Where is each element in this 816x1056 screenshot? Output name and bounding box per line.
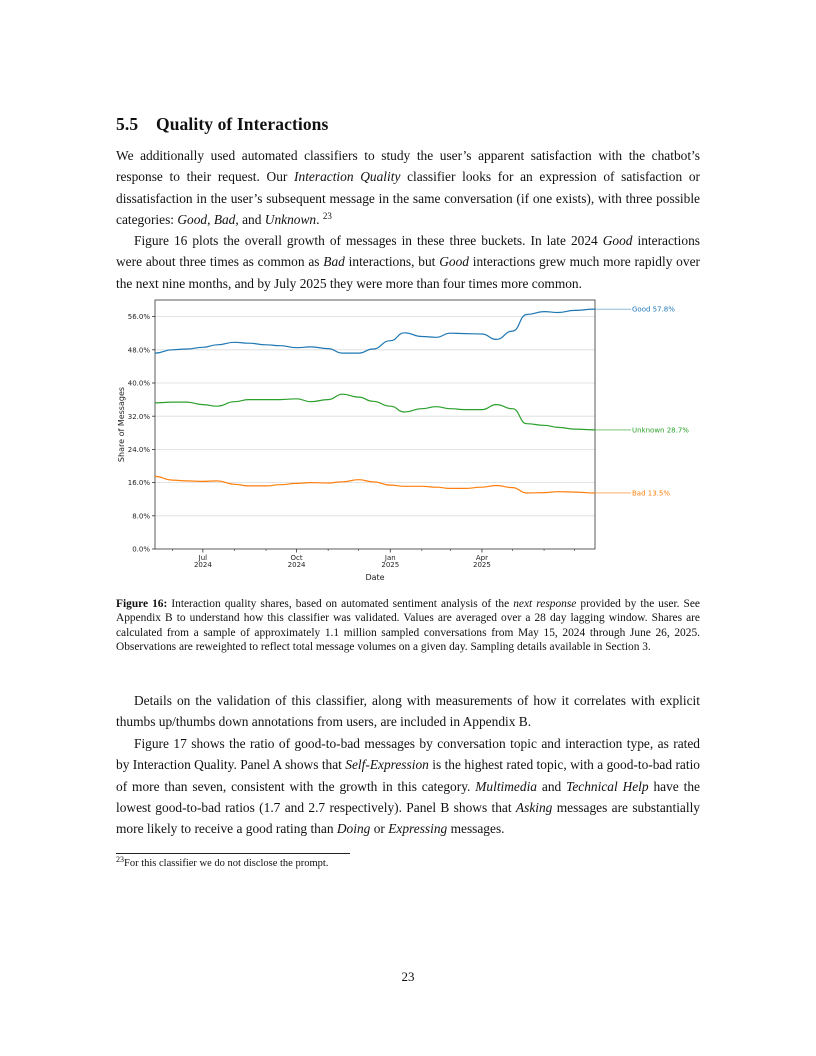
series-line-unknown (155, 394, 595, 430)
y-tick-label: 48.0% (127, 346, 150, 355)
end-label-unknown: Unknown 28.7% (632, 426, 689, 435)
category-bad: Bad (213, 211, 236, 227)
text-span: and (537, 778, 567, 794)
x-tick-label-year: 2024 (287, 561, 306, 569)
type-expressing: Expressing (388, 821, 448, 837)
category-bad: Bad (323, 254, 345, 270)
line-chart (110, 290, 710, 590)
text-span: have the lowest good-to-bad ratios (1.7 and 2.7 respectively). Panel B shows that (116, 778, 700, 815)
figure-16 (110, 290, 710, 590)
text-span: . (316, 211, 320, 227)
text-span: classifier looks for an expression of satisfaction or dissatisfaction in the user’s subsequent message in the same conversation (if one exists), with three possible categories: (116, 169, 701, 227)
text-span: messages. (447, 821, 505, 837)
text-span: , (207, 211, 214, 227)
footnote-rule (116, 853, 350, 854)
text-span: is the highest rated topic, with a good-to-bad ratio of more than seven, consistent with the growth in this category. (116, 757, 700, 794)
type-asking: Asking (515, 799, 553, 815)
text-span: or (370, 821, 389, 837)
footnote-23 (116, 857, 700, 871)
category-unknown: Unknown (264, 211, 317, 227)
end-label-good: Good 57.8% (632, 305, 675, 314)
x-tick-label-year: 2025 (381, 561, 400, 569)
footnote-text: For this classifier we do not disclose the prompt. (124, 858, 329, 869)
paragraph-2 (116, 230, 700, 294)
x-axis-label: Date (365, 573, 385, 582)
y-tick-label: 16.0% (127, 479, 150, 488)
series-line-good (155, 309, 595, 353)
text-span: Figure 17 shows the ratio of good-to-bad messages by conversation topic and interaction type, as rated by Interaction Quality. Panel A shows that (116, 736, 700, 773)
topic-multimedia: Multimedia (475, 778, 537, 794)
text-span: provided by the user. See Appendix B to understand how this classifier was validated. Values are averaged over a 28 day lagging window. Shares are calculated from a sample of approximately 1.1 million sampled conversations from May 15, 2024 through June 26, 2025. Observations are reweighted to reflect total message volumes on a given day. Sampling details available in Section 3. (116, 598, 700, 653)
y-tick-label: 32.0% (127, 412, 150, 421)
x-tick-label-month: Jan (384, 554, 396, 562)
x-tick-label-month: Oct (290, 554, 303, 562)
y-tick-label: 56.0% (127, 313, 150, 322)
gridlines (155, 317, 595, 516)
paragraph-4 (116, 733, 700, 839)
y-axis (128, 313, 155, 553)
y-tick-label: 40.0% (127, 379, 150, 388)
text-span: interactions were about three times as common as (116, 233, 700, 270)
y-tick-label: 0.0% (132, 545, 150, 554)
paragraph-3: Details on the validation of this classifier, along with measurements of how it correlates with explicit thumbs up/thumbs down annotations from users, are included in Appendix B. (116, 693, 700, 730)
x-tick-label-year: 2024 (193, 561, 212, 569)
section-heading (116, 114, 716, 135)
text-span: , and (235, 211, 265, 227)
type-doing: Doing (336, 821, 371, 837)
figure-label: Figure 16: (116, 598, 168, 610)
series-line-bad (155, 476, 595, 493)
x-axis (172, 549, 574, 569)
text-span: interactions, but (344, 254, 440, 270)
text-span: Figure 16 plots the overall growth of messages in these three buckets. In late 2024 (134, 233, 603, 248)
plot-frame (155, 300, 595, 549)
footnote-number: 23 (116, 855, 124, 864)
text-span: We additionally used automated classifiers to study the user’s apparent satisfaction with the chatbot’s response to their request. Our (116, 148, 700, 185)
text-span: messages are substantially more likely to receive a good rating than (116, 799, 701, 837)
caption-emphasis: next response (513, 598, 577, 610)
topic-self-expression: Self-Expression (345, 757, 429, 773)
y-axis-label: Share of Messages (117, 386, 126, 463)
series-lines (155, 309, 595, 493)
footnote-ref[interactable]: 23 (322, 210, 332, 221)
classifier-name: Interaction Quality (294, 169, 401, 185)
category-good: Good (177, 211, 208, 227)
y-tick-label: 24.0% (127, 446, 150, 454)
x-tick-label-month: Jul (198, 554, 208, 562)
series-end-labels (595, 306, 689, 498)
page-number: 23 (401, 969, 415, 984)
category-good: Good (439, 254, 469, 270)
x-tick-label-month: Apr (475, 554, 489, 562)
figure-caption (116, 597, 700, 654)
y-tick-label: 8.0% (132, 512, 150, 521)
section-number: 5.5 (116, 114, 139, 134)
end-label-bad: Bad 13.5% (632, 489, 670, 498)
text-span: interactions grew much more rapidly over the next nine months, and by July 2025 they were more than four times more common. (116, 254, 700, 291)
category-good: Good (602, 233, 633, 248)
text-span: Interaction quality shares, based on automated sentiment analysis of the (167, 598, 514, 610)
paragraph-1 (116, 145, 700, 230)
section-title: Quality of Interactions (156, 114, 329, 134)
topic-technical-help: Technical Help (566, 778, 649, 794)
x-tick-label-year: 2025 (473, 561, 491, 569)
